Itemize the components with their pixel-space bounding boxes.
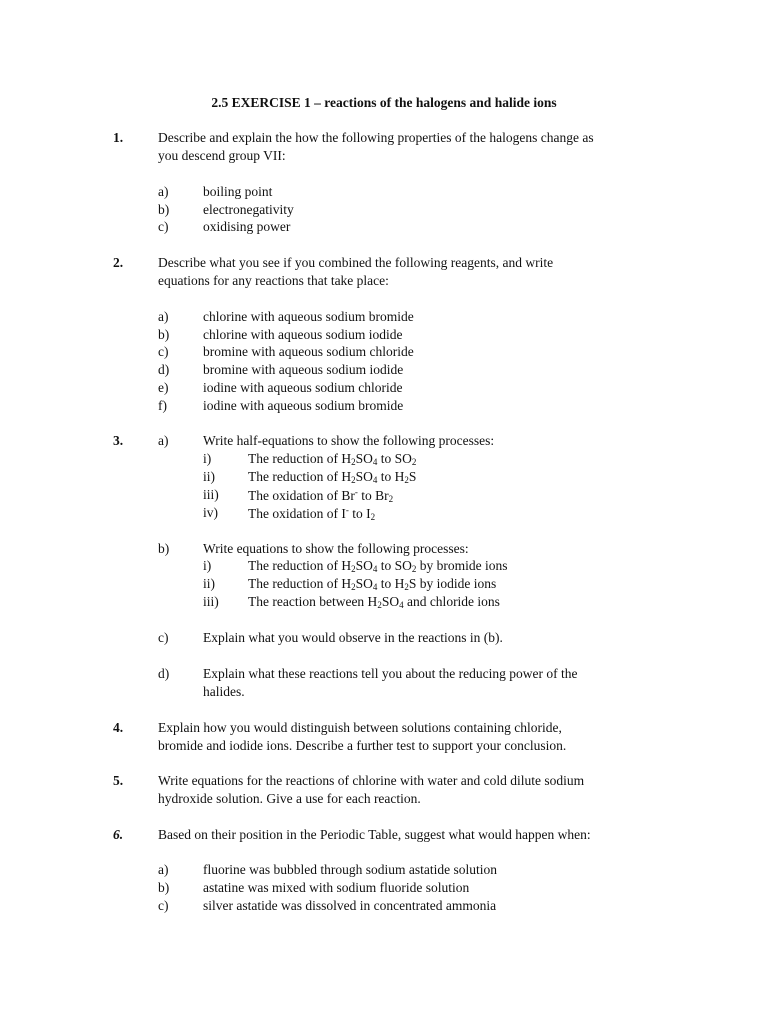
question-5-text-line-2: hydroxide solution. Give a use for each reaction. <box>158 791 421 806</box>
q3a-sub-ii-label: ii) <box>203 469 215 484</box>
question-2-number: 2. <box>113 255 124 270</box>
q1-item-c-text: oxidising power <box>203 219 291 234</box>
page-title: 2.5 EXERCISE 1 – reactions of the halogens and halide ions <box>211 95 557 110</box>
q2-item-b-text: chlorine with aqueous sodium iodide <box>203 327 403 342</box>
q2-item-f-label: f) <box>158 398 167 413</box>
q2-item-e-label: e) <box>158 380 169 395</box>
q3b-sub-i-text: The reduction of $H_2SO_4$ to $SO_2$ by bromide ions <box>248 558 508 574</box>
q1-item-b-label: b) <box>158 202 170 217</box>
question-1-number: 1. <box>113 130 124 145</box>
q2-item-c-text: bromine with aqueous sodium chloride <box>203 344 414 359</box>
q6-item-c-text: silver astatide was dissolved in concentrated ammonia <box>203 898 497 913</box>
q1-item-c-label: c) <box>158 219 169 234</box>
question-3-number: 3. <box>113 433 124 448</box>
q1-item-a-label: a) <box>158 184 169 199</box>
question-2-text-line-2: equations for any reactions that take place: <box>158 273 389 288</box>
q2-item-b-label: b) <box>158 327 170 342</box>
q1-item-b-text: electronegativity <box>203 202 294 217</box>
q3a-sub-iv-text: The oxidation of I- to $I_2$ <box>248 505 376 522</box>
q3a-sub-ii-text: The reduction of $H_2SO_4$ to $H_2S$ <box>248 469 417 485</box>
q3-part-c-label: c) <box>158 630 169 645</box>
question-6-text-line-1: Based on their position in the Periodic Table, suggest what would happen when: <box>158 827 591 842</box>
q3a-sub-i-text: The reduction of $H_2SO_4$ to $SO_2$ <box>248 451 417 467</box>
q2-item-d-label: d) <box>158 362 170 377</box>
q3-part-d-label: d) <box>158 666 170 681</box>
q6-item-b-label: b) <box>158 880 170 895</box>
q2-item-a-text: chlorine with aqueous sodium bromide <box>203 309 414 324</box>
q3b-sub-iii-label: iii) <box>203 594 219 609</box>
q3a-sub-iii-label: iii) <box>203 487 219 502</box>
q3-part-b-text: Write equations to show the following processes: <box>203 541 469 556</box>
q3-part-a-text: Write half-equations to show the following processes: <box>203 433 495 448</box>
q3a-sub-iii-text: The oxidation of Br- to $Br_2$ <box>248 487 394 504</box>
q3-part-b-label: b) <box>158 541 170 556</box>
q3-part-c-text: Explain what you would observe in the reactions in (b). <box>203 630 503 645</box>
q6-item-c-label: c) <box>158 898 169 913</box>
question-6-number: 6. <box>113 827 124 842</box>
q3-part-d-text-line-2: halides. <box>203 684 245 699</box>
q3-part-a-label: a) <box>158 433 169 448</box>
q3-part-d-text-line-1: Explain what these reactions tell you about the reducing power of the <box>203 666 578 681</box>
q3b-sub-ii-text: The reduction of $H_2SO_4$ to $H_2S$ by iodide ions <box>248 576 497 592</box>
q2-item-a-label: a) <box>158 309 169 324</box>
q6-item-b-text: astatine was mixed with sodium fluoride solution <box>203 880 470 895</box>
q3b-sub-iii-text: The reaction between $H_2SO_4$ and chloride ions <box>248 594 500 610</box>
q2-item-c-label: c) <box>158 344 169 359</box>
q2-item-e-text: iodine with aqueous sodium chloride <box>203 380 403 395</box>
question-5-number: 5. <box>113 773 124 788</box>
q3a-sub-i-label: i) <box>203 451 212 466</box>
question-5-text-line-1: Write equations for the reactions of chlorine with water and cold dilute sodium <box>158 773 585 788</box>
question-4-text-line-2: bromide and iodide ions. Describe a further test to support your conclusion. <box>158 738 567 753</box>
q6-item-a-text: fluorine was bubbled through sodium astatide solution <box>203 862 497 877</box>
q2-item-d-text: bromine with aqueous sodium iodide <box>203 362 404 377</box>
q6-item-a-label: a) <box>158 862 169 877</box>
question-1-text-line-1: Describe and explain the how the following properties of the halogens change as <box>158 130 594 145</box>
q1-item-a-text: boiling point <box>203 184 273 199</box>
question-1-text-line-2: you descend group VII: <box>158 148 286 163</box>
q3b-sub-ii-label: ii) <box>203 576 215 591</box>
q3b-sub-i-label: i) <box>203 558 212 573</box>
q3a-sub-iv-label: iv) <box>203 505 218 520</box>
q2-item-f-text: iodine with aqueous sodium bromide <box>203 398 404 413</box>
question-2-text-line-1: Describe what you see if you combined the following reagents, and write <box>158 255 554 270</box>
question-4-number: 4. <box>113 720 124 735</box>
question-4-text-line-1: Explain how you would distinguish between solutions containing chloride, <box>158 720 562 735</box>
